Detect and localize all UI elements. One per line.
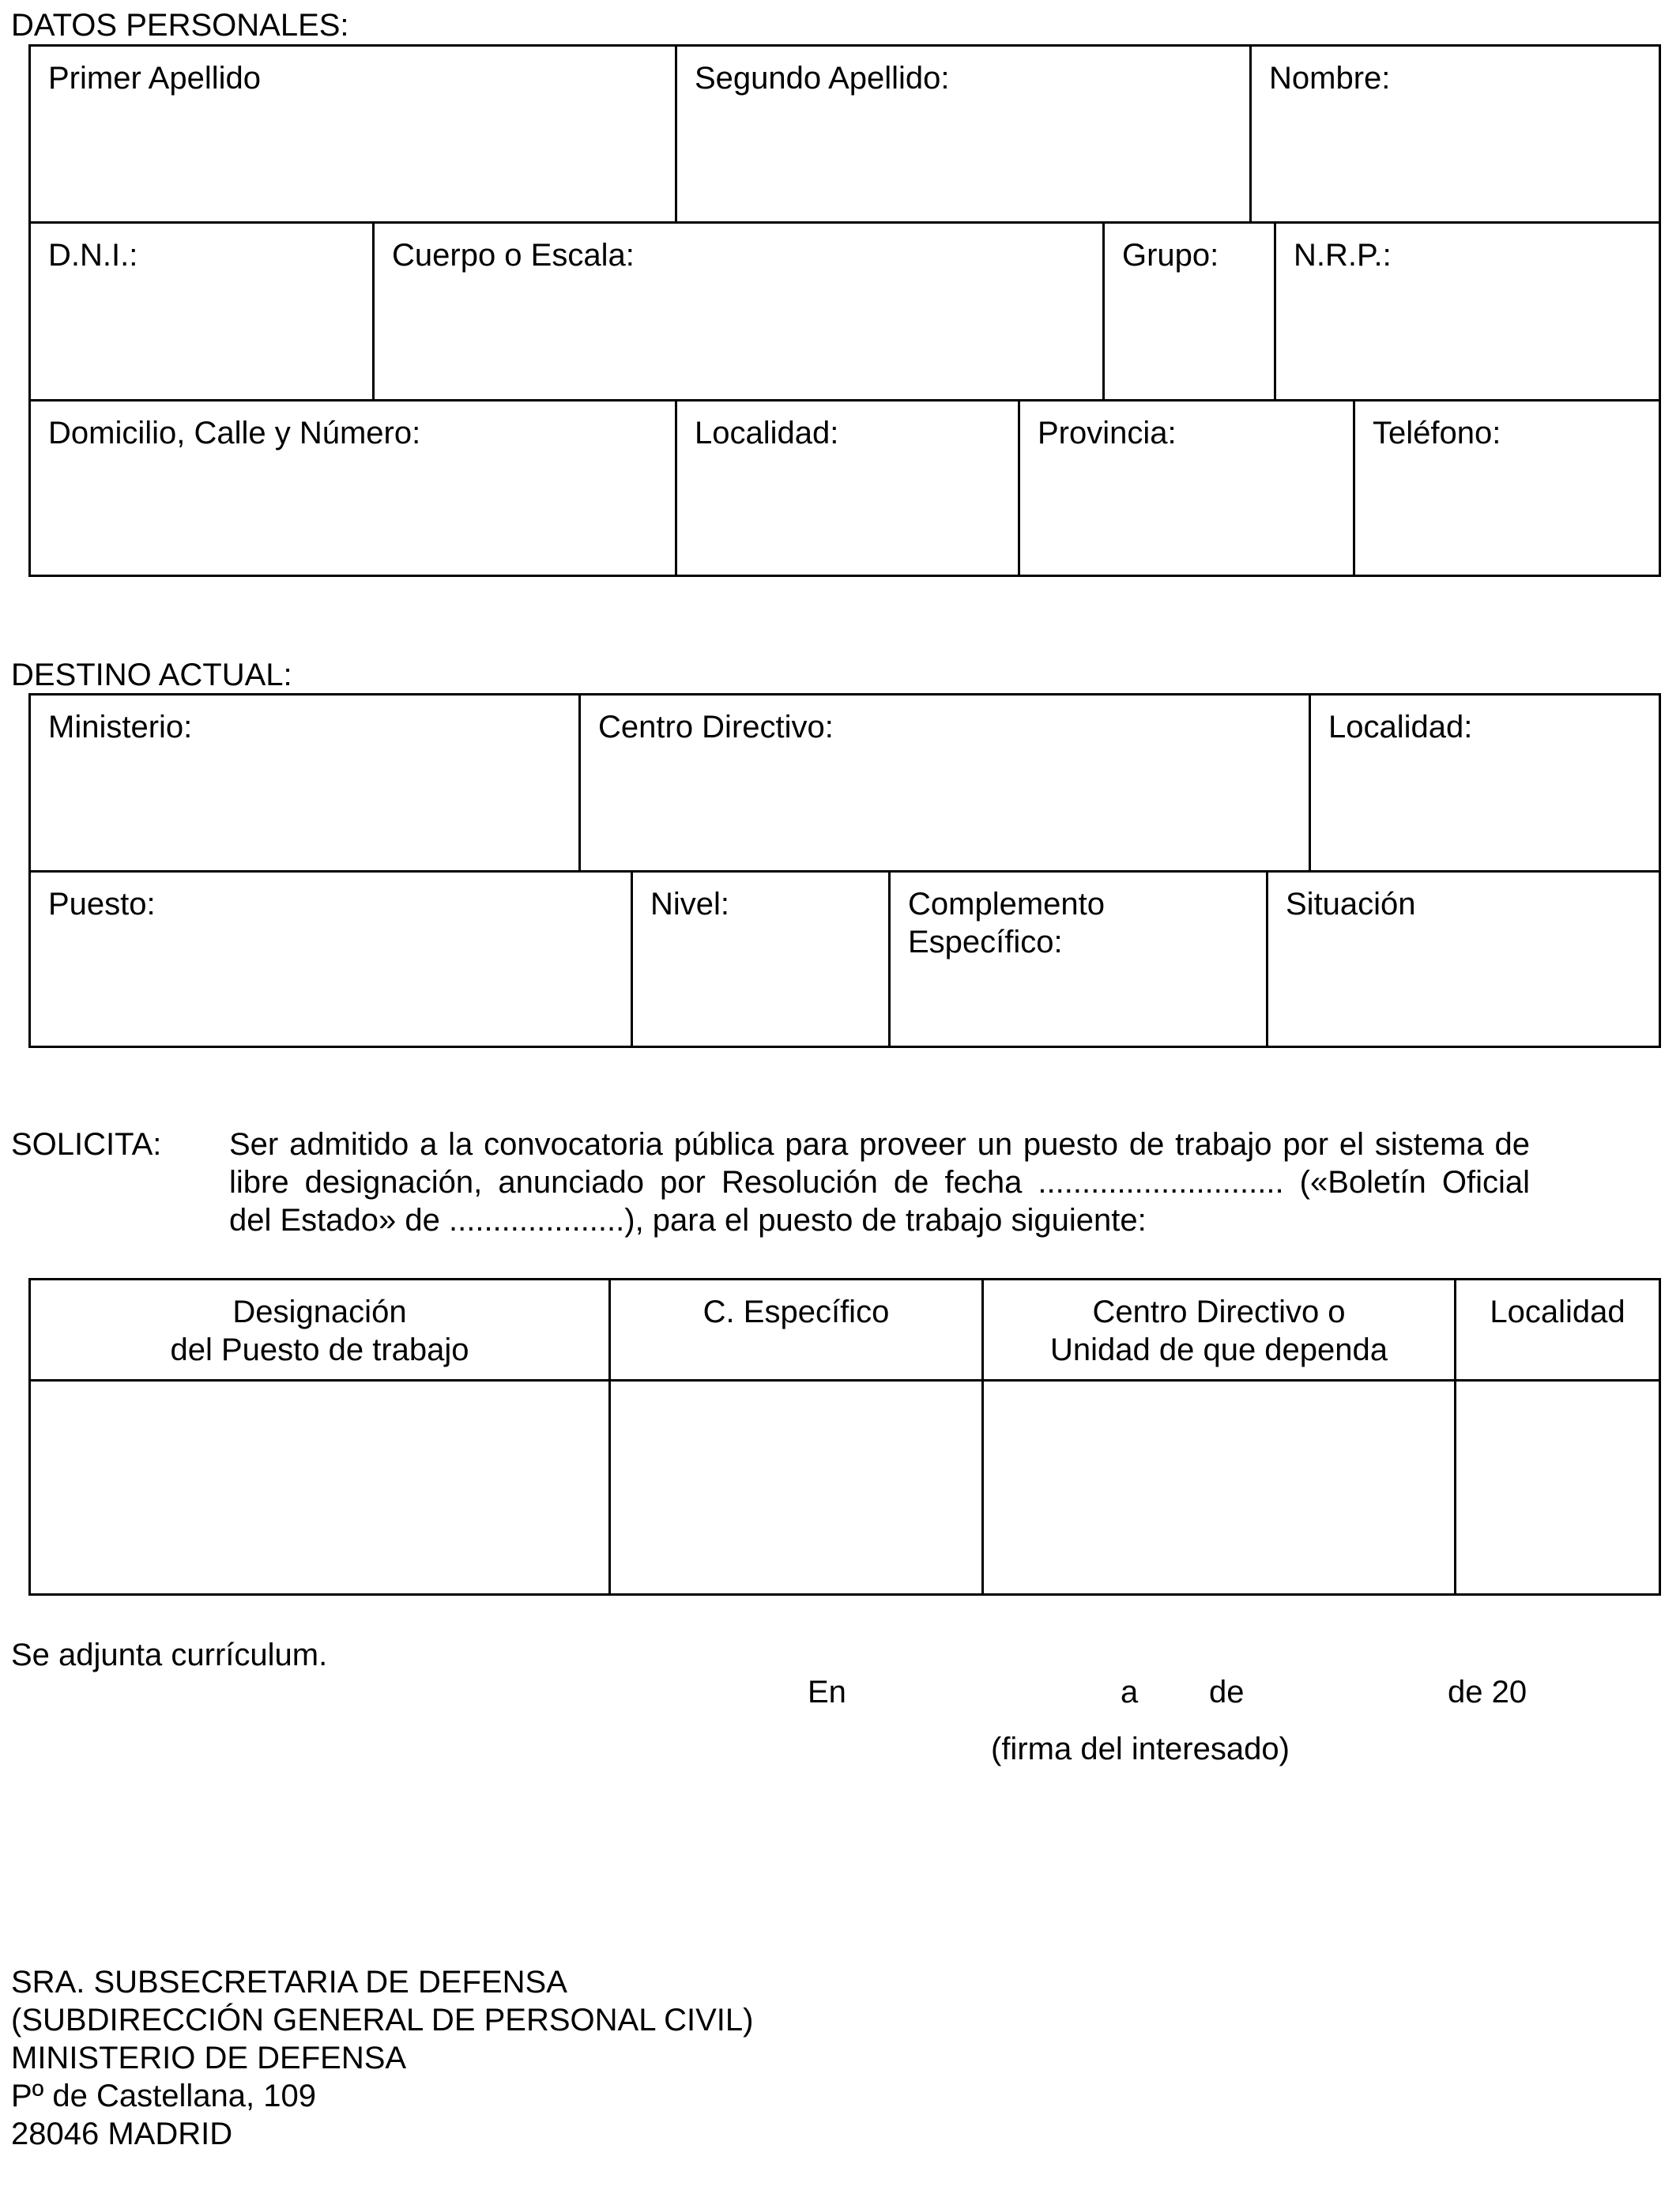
header-centro-line1: Centro Directivo o: [1092, 1295, 1346, 1329]
solicita-line3: del Estado» de ....................), para el puesto de trabajo siguiente:: [229, 1203, 1147, 1238]
primer-apellido-label: Primer Apellido: [48, 61, 262, 96]
centro-directivo-label: Centro Directivo:: [598, 710, 834, 745]
date-en: En: [808, 1675, 846, 1710]
situacion-field[interactable]: [1268, 873, 1659, 1046]
dni-field[interactable]: [31, 224, 375, 401]
address-block: [11, 1963, 753, 2153]
destino-actual-table: [28, 693, 1661, 1048]
destino-localidad-field[interactable]: [1311, 696, 1659, 873]
puesto-solicitado-table: [28, 1278, 1661, 1596]
c-especifico-input[interactable]: [611, 1382, 984, 1593]
nombre-field[interactable]: [1252, 47, 1659, 224]
dni-label: D.N.I.:: [48, 238, 138, 273]
header-designacion-line2: del Puesto de trabajo: [170, 1333, 469, 1367]
header-designacion: [31, 1280, 611, 1382]
header-c-especifico-text: C. Específico: [703, 1295, 890, 1329]
localidad-input[interactable]: [1456, 1382, 1659, 1593]
address-line5: 28046 MADRID: [11, 2117, 233, 2151]
nivel-label: Nivel:: [650, 887, 730, 922]
localidad-label: Localidad:: [695, 416, 839, 450]
telefono-label: Teléfono:: [1373, 416, 1501, 450]
solicita-line2: libre designación, anunciado por Resolución de fecha ............................ («Boletín Oficial: [229, 1165, 1530, 1200]
complemento-especifico-field[interactable]: [891, 873, 1268, 1046]
nrp-label: N.R.P.:: [1294, 238, 1392, 273]
complemento-line1: Complemento: [908, 887, 1106, 922]
puesto-label: Puesto:: [48, 887, 156, 922]
cuerpo-escala-field[interactable]: [375, 224, 1105, 401]
segundo-apellido-label: Segundo Apellido:: [695, 61, 950, 96]
address-line2: (SUBDIRECCIÓN GENERAL DE PERSONAL CIVIL): [11, 2003, 754, 2038]
puesto-field[interactable]: [31, 873, 633, 1046]
date-de-20: de 20: [1448, 1675, 1527, 1710]
destino-actual-heading: DESTINO ACTUAL:: [11, 658, 292, 692]
centro-directivo-input[interactable]: [984, 1382, 1456, 1593]
firma-interesado: (firma del interesado): [991, 1732, 1290, 1766]
address-line1: SRA. SUBSECRETARIA DE DEFENSA: [11, 1965, 567, 2000]
header-centro-line2: Unidad de que dependa: [1049, 1333, 1388, 1367]
primer-apellido-field[interactable]: [31, 47, 677, 224]
destino-localidad-label: Localidad:: [1328, 710, 1473, 745]
datos-personales-heading: DATOS PERSONALES:: [11, 8, 349, 43]
nivel-field[interactable]: [633, 873, 891, 1046]
segundo-apellido-field[interactable]: [677, 47, 1252, 224]
designacion-input[interactable]: [31, 1382, 611, 1593]
provincia-field[interactable]: [1020, 401, 1355, 575]
address-line4: Pº de Castellana, 109: [11, 2079, 316, 2113]
centro-directivo-field[interactable]: [581, 696, 1311, 873]
ministerio-field[interactable]: [31, 696, 581, 873]
solicita-line1: Ser admitido a la convocatoria pública para proveer un puesto de trabajo por el sistema de: [229, 1127, 1530, 1162]
header-centro-directivo: [984, 1280, 1456, 1382]
nombre-label: Nombre:: [1269, 61, 1391, 96]
domicilio-field[interactable]: [31, 401, 677, 575]
nrp-field[interactable]: [1276, 224, 1659, 401]
grupo-field[interactable]: [1105, 224, 1276, 401]
date-a: a: [1121, 1675, 1139, 1710]
solicita-text: [229, 1125, 1530, 1239]
curriculum-note: Se adjunta currículum.: [11, 1638, 328, 1672]
domicilio-label: Domicilio, Calle y Número:: [48, 416, 421, 450]
header-localidad-text: Localidad: [1490, 1295, 1625, 1329]
provincia-label: Provincia:: [1038, 416, 1177, 450]
address-line3: MINISTERIO DE DEFENSA: [11, 2041, 407, 2075]
header-c-especifico: [611, 1280, 984, 1382]
header-designacion-line1: Designación: [232, 1295, 407, 1329]
complemento-especifico-label: [908, 885, 1105, 961]
header-localidad: [1456, 1280, 1659, 1382]
solicita-label: SOLICITA:: [11, 1127, 162, 1162]
cuerpo-escala-label: Cuerpo o Escala:: [392, 238, 635, 273]
complemento-line2: Específico:: [908, 925, 1063, 959]
localidad-field[interactable]: [677, 401, 1020, 575]
situacion-label: Situación: [1286, 887, 1416, 922]
telefono-field[interactable]: [1355, 401, 1659, 575]
grupo-label: Grupo:: [1122, 238, 1219, 273]
ministerio-label: Ministerio:: [48, 710, 193, 745]
date-de: de: [1209, 1675, 1245, 1710]
datos-personales-table: [28, 44, 1661, 577]
